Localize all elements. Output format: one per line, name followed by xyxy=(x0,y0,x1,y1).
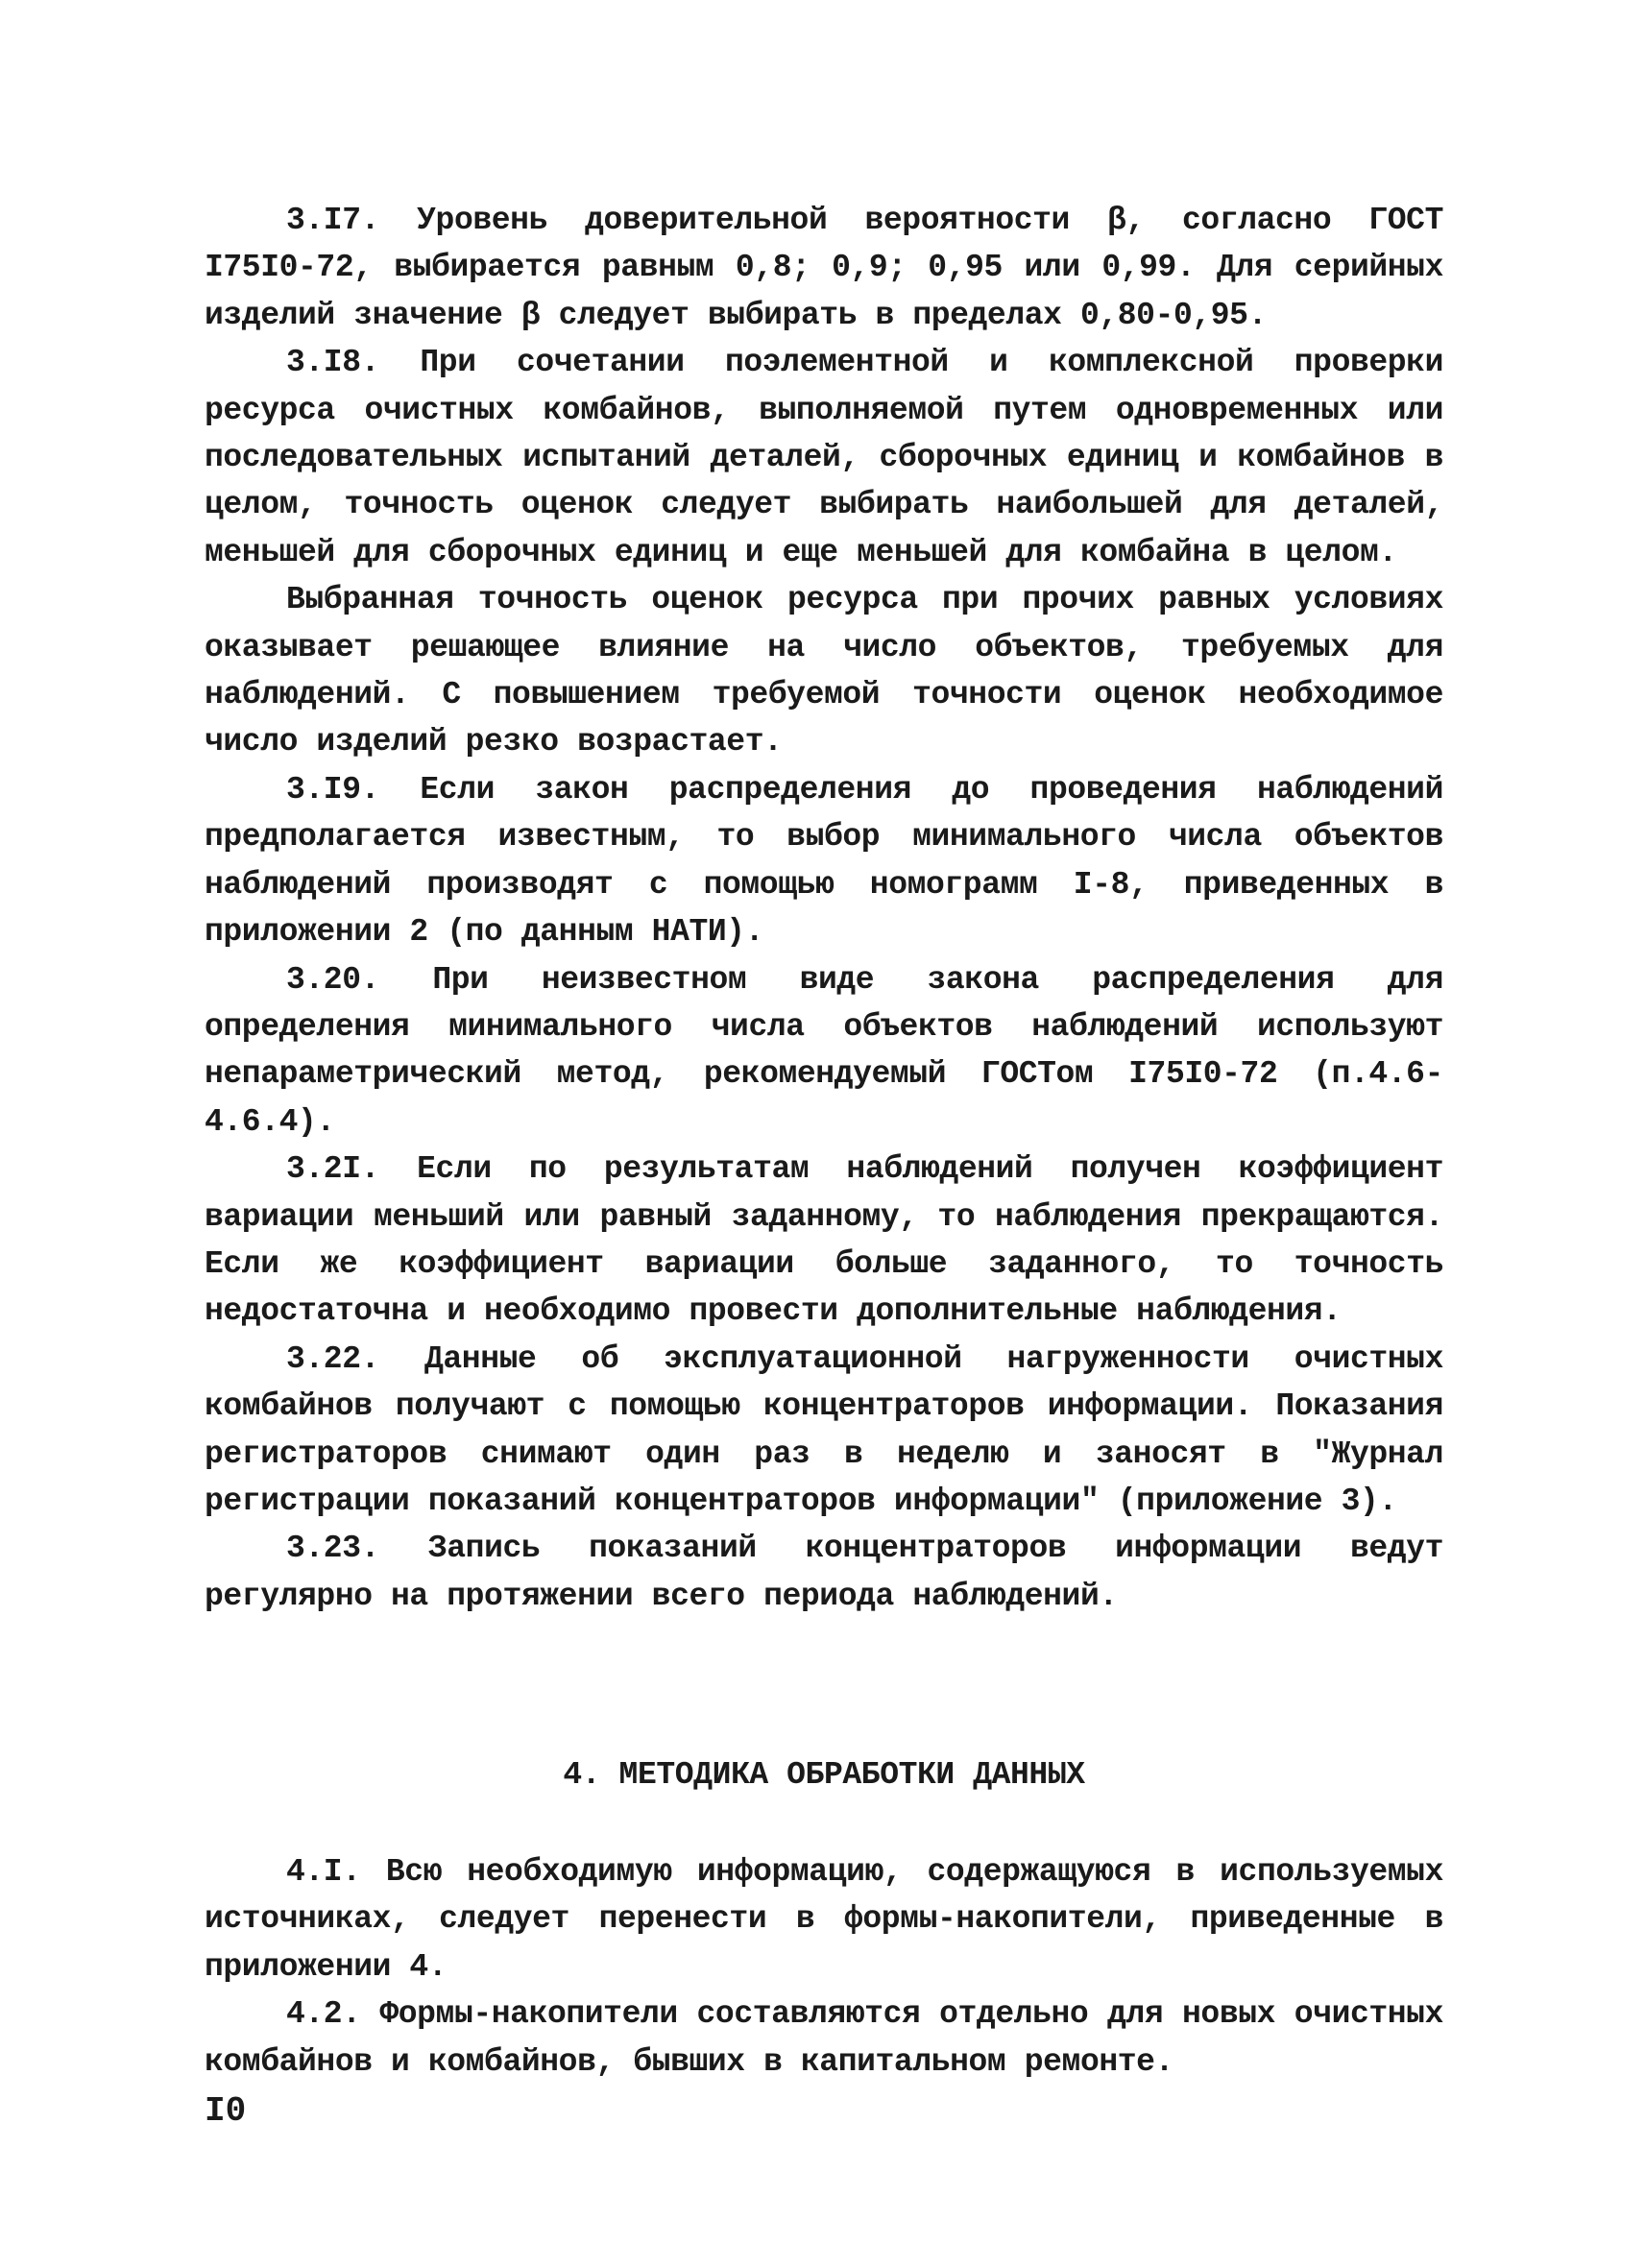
section-4-heading: 4. МЕТОДИКА ОБРАБОТКИ ДАННЫХ xyxy=(563,1757,1085,1793)
paragraph-3-18: 3.I8. При сочетании поэлементной и комплексной проверки ресурса очистных комбайнов, выполняемой путем одновременных или последовательных испытаний деталей, сборочных единиц и комбайнов в целом, точность оценок следует выбирать наибольшей для деталей, меньшей для сборочных единиц и еще меньшей для комбайна в целом. xyxy=(205,345,1443,570)
paragraph-3-23: 3.23. Запись показаний концентраторов информации ведут регулярно на протяжении всего периода наблюдений. xyxy=(205,1531,1443,1614)
paragraph-4-1: 4.I. Всю необходимую информацию, содержащуюся в используемых источниках, следует перенести в формы-накопители, приведенные в приложении 4. xyxy=(205,1854,1443,1985)
section-3-body xyxy=(205,197,1443,1620)
paragraph-4-2: 4.2. Формы-накопители составляются отдельно для новых очистных комбайнов и комбайнов, бывших в капитальном ремонте. xyxy=(205,1996,1443,2080)
section-4-body xyxy=(205,1848,1443,2086)
paragraph-3-22: 3.22. Данные об эксплуатационной нагруженности очистных комбайнов получают с помощью концентраторов информации. Показания регистраторов снимают один раз в неделю и заносят в "Журнал регистрации показаний концентраторов информации" (приложение 3). xyxy=(205,1340,1443,1519)
paragraph-3-17: 3.I7. Уровень доверительной вероятности β, согласно ГОСТ I75I0-72, выбирается равным 0,8; 0,9; 0,95 или 0,99. Для серийных изделий значение β следует выбирать в пределах 0,80-0,95. xyxy=(205,203,1443,333)
page-number: I0 xyxy=(205,2091,247,2131)
paragraph-accuracy-note: Выбранная точность оценок ресурса при прочих равных условиях оказывает решающее влияние на число объектов, требуемых для наблюдений. С повышением требуемой точности оценок необходимое число изделий резко возрастает. xyxy=(205,582,1443,760)
paragraph-3-20: 3.20. При неизвестном виде закона распределения для определения минимального числа объектов наблюдений используют непараметрический метод, рекомендуемый ГОСТом I75I0-72 (п.4.6-4.6.4). xyxy=(205,961,1443,1140)
paragraph-3-21: 3.2I. Если по результатам наблюдений получен коэффициент вариации меньший или равный заданному, то наблюдения прекращаются. Если же коэффициент вариации больше заданного, то точность недостаточна и необходимо провести дополнительные наблюдения. xyxy=(205,1151,1443,1330)
paragraph-3-19: 3.I9. Если закон распределения до проведения наблюдений предполагается известным, то выбор минимального числа объектов наблюдений производят с помощью номограмм I-8, приведенных в приложении 2 (по данным НАТИ). xyxy=(205,771,1443,951)
